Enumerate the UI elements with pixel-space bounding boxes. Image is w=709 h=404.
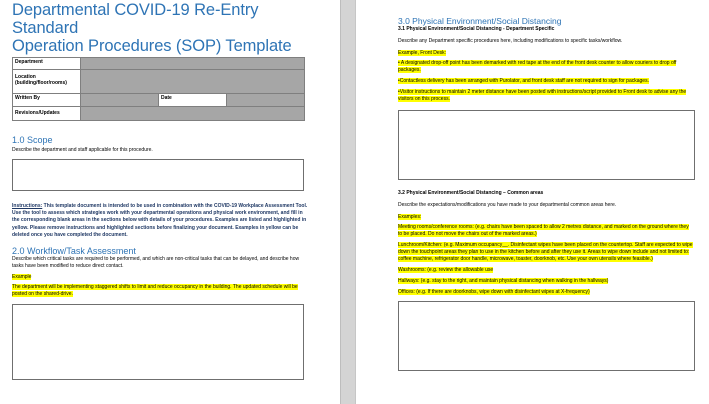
workflow-description: Describe which critical tasks are required to be performed, and which are non-critical tasks that can be delayed, and describe how tasks have been modified to reduce direct contact. [12, 256, 300, 270]
front-desk-bullet-2: •Contactless delivery has been arranged with Purolator, and front desk staff are not required to sign for packages. [398, 78, 649, 84]
common-areas-input-box[interactable] [398, 301, 695, 371]
meeting-rooms-example: Meeting rooms/conference rooms: (e.g. chairs have been spaced to allow 2 metres distance, and marked on the ground where they to be placed. Do not move the chairs out of the marked areas.) [398, 224, 689, 237]
revisions-label: Revisions/Updates [13, 107, 81, 121]
scope-description: Describe the department and staff applicable for this procedure. [12, 147, 153, 153]
document-title [12, 1, 328, 55]
written-by-field[interactable] [81, 94, 159, 107]
title-line-1: Departmental COVID-19 Re-Entry Standard [12, 1, 259, 37]
date-label: Date [159, 94, 227, 107]
common-areas-example-label: Examples: [398, 214, 422, 220]
front-desk-example-label: Example, Front Desk: [398, 50, 447, 56]
department-field[interactable] [81, 58, 305, 70]
lunchroom-example: Lunchroom/Kitchen: (e.g. Maximum occupancy__. Disinfectant wipes have been placed on the countertop. Staff are expected to wipe down the touchpoint areas they plan to use in the kitchen before and after they use it. Areas to wipe down include and not limited to: coffee machine, refrigerator door handle, microwave, toaster, doorknob, etc. Use your own utensils where feasible.) [398, 242, 693, 262]
title-line-2: Operation Procedures (SOP) Template [12, 37, 292, 55]
workflow-example-text: The department will be implementing staggered shifts to limit and reduce occupancy in the building. The updated schedule will be posted on the shared-drive. [12, 284, 298, 298]
info-table [12, 57, 305, 121]
front-desk-bullet-3: •Visitor instructions to maintain 2 meter distance have been posted with instructions/script provided to Front desk to advise any the visitors on this process. [398, 89, 687, 102]
location-field[interactable] [81, 70, 305, 94]
department-specific-input-box[interactable] [398, 110, 695, 180]
front-desk-bullet-1: • A designated drop-off point has been demarked with red tape at the end of the front desk counter to allow couriers to drop off packages. [398, 60, 677, 73]
location-label: Location (building/floor/rooms) [13, 70, 81, 94]
washrooms-example: Washrooms: (e.g. review the allowable use [398, 267, 494, 273]
physical-environment-heading: 3.0 Physical Environment/Social Distancing [398, 16, 562, 26]
department-specific-heading: 3.1 Physical Environment/Social Distancing - Department Specific [398, 26, 555, 32]
common-areas-heading: 3.2 Physical Environment/Social Distancing – Common areas [398, 190, 544, 196]
date-field[interactable] [227, 94, 305, 107]
instructions-text: This template document is intended to be used in combination with the COVID-19 Workplace Assessment Tool. Use the tool to assess which strategies work with your departmental operations and physical work environment, and fill in the corresponding blank areas in the sections below with details of your procedures. Examples are listed and highlighted in yellow. Please remove instructions and highlighted sections before finalizing your document. Examples in yellow can be deleted once you have completed the document. [12, 203, 308, 238]
workflow-input-box[interactable] [12, 304, 304, 380]
instructions-paragraph [12, 203, 308, 239]
document-page-left [0, 0, 340, 404]
scope-heading: 1.0 Scope [12, 135, 53, 145]
hallways-example: Hallways: (e.g. stay to the right, and maintain physical distancing when walking in the hallways) [398, 278, 609, 284]
common-areas-description: Describe the expectations/modifications you have made to your departmental common areas here. [398, 202, 617, 208]
department-specific-description: Describe any Department specific procedures here, including modifications to specific tasks/workflow. [398, 38, 623, 44]
workflow-heading: 2.0 Workflow/Task Assessment [12, 246, 136, 257]
instructions-label: Instructions: [12, 203, 43, 209]
written-by-label: Written By [13, 94, 81, 107]
page-gutter [340, 0, 356, 404]
offices-example: Offices: (e.g. If there are doorknobs, wipe down with disinfectant wipes at X-frequency) [398, 289, 590, 295]
scope-input-box[interactable] [12, 159, 304, 191]
workflow-example-label: Example [12, 274, 32, 281]
revisions-field[interactable] [81, 107, 305, 121]
department-label: Department [13, 58, 81, 70]
document-page-right [356, 0, 709, 404]
